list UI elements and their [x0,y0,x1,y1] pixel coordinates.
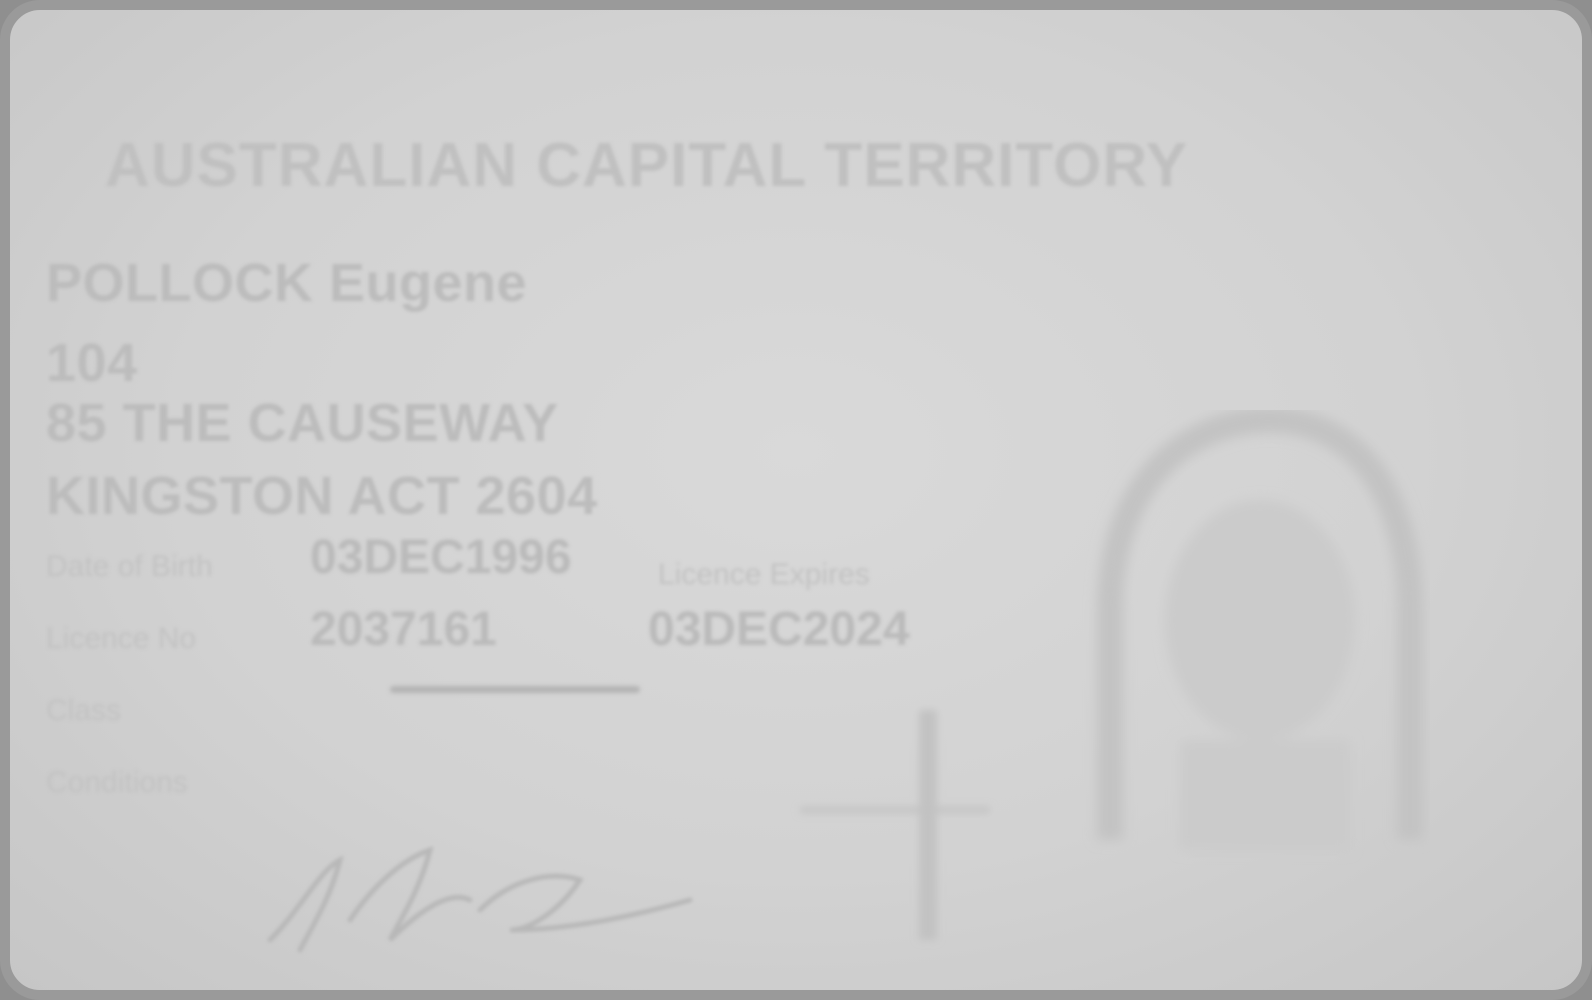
card-heading: AUSTRALIAN CAPITAL TERRITORY [105,131,1189,200]
holder-signature [260,830,720,960]
class-label: Class [46,694,122,727]
faint-crest-mark [780,690,1010,950]
date-of-birth-label: Date of Birth [46,550,213,583]
address-line-1: 104 [46,333,138,393]
date-of-birth-value: 03DEC1996 [310,531,572,584]
licence-number-label: Licence No [46,622,197,655]
expiry-value: 03DEC2024 [648,603,910,656]
licence-number-value: 2037161 [310,603,497,656]
holder-photo [1070,410,1430,870]
class-dash-line [390,686,640,693]
address-line-3: KINGSTON ACT 2604 [46,466,598,526]
conditions-label: Conditions [46,766,188,799]
address-line-2: 85 THE CAUSEWAY [46,393,559,453]
expiry-label: Licence Expires [658,558,870,591]
holder-name: POLLOCK Eugene [46,253,528,313]
